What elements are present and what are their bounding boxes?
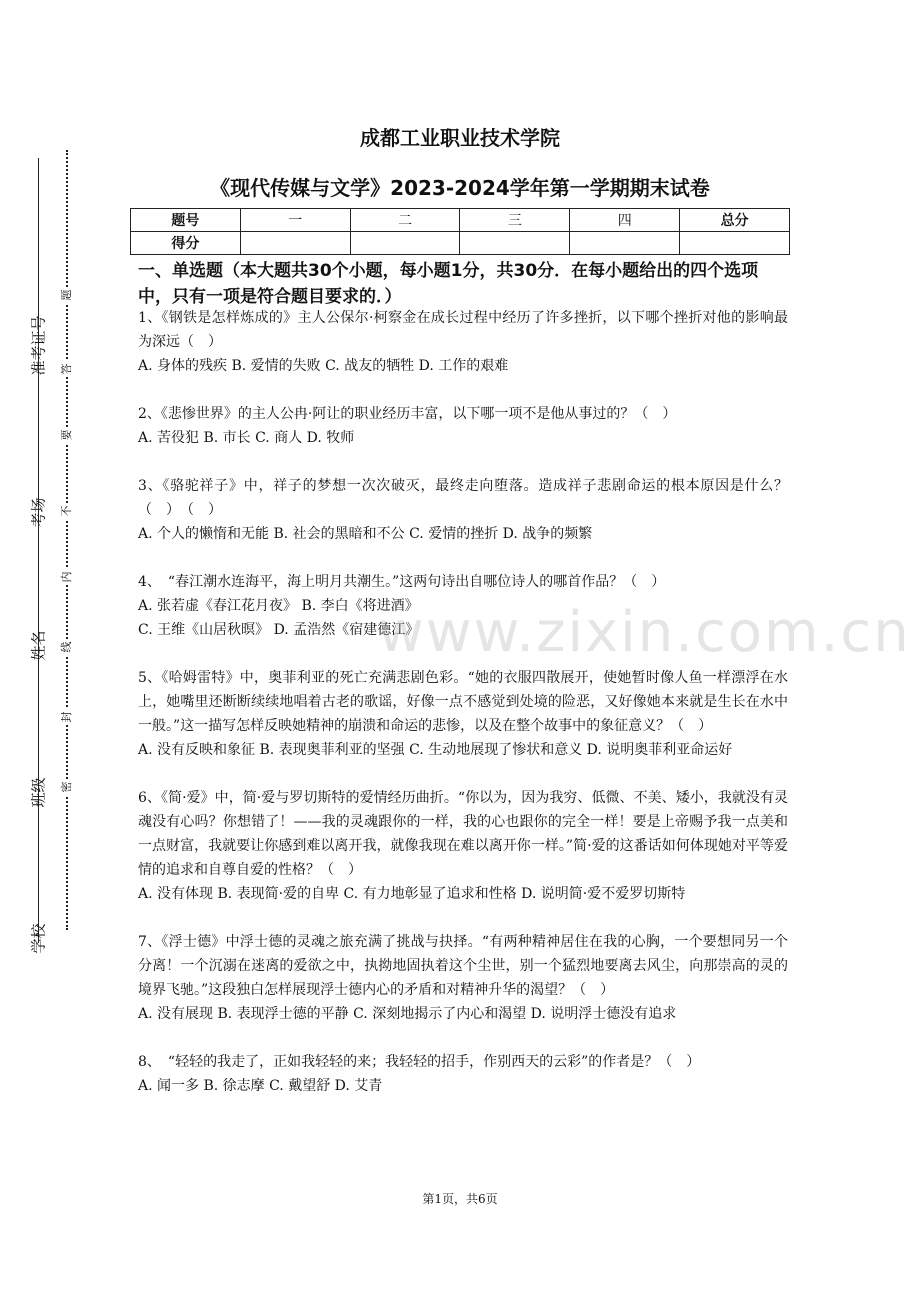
school-name: 成都工业职业技术学院 xyxy=(360,126,560,150)
seal-char: 题 xyxy=(60,287,74,303)
seal-char: 内 xyxy=(60,569,74,585)
question-stem: 7、《浮士德》中浮士德的灵魂之旅充满了挑战与抉择。“有两种精神居住在我的心胸，一个要想同另一个分离！一个沉溺在迷离的爱欲之中，执拗地固执着这个尘世，别一个猛烈地要离去风尘，向那崇高的灵的境界飞驰。”这段独白怎样展现浮士德内心的矛盾和对精神升华的渴望？（ ） xyxy=(138,934,788,998)
seal-dotted-line xyxy=(66,150,68,930)
question-stem: 4、 “春江潮水连海平，海上明月共潮生。”这两句诗出自哪位诗人的哪首作品？（ ） xyxy=(138,574,666,590)
question-stem: 6、《简·爱》中，简·爱与罗切斯特的爱情经历曲折。“你以为，因为我穷、低微、不美、矮小，我就没有灵魂没有心吗？你想错了！——我的灵魂跟你的一样，我的心也跟你的完全一样！要是上帝赐予我一点美和一点财富，我就要让你感到难以离开我，就像我现在难以离开你一样。”简·爱的这番话如何体现她对平等爱情的追求和自尊自爱的性格？（ ） xyxy=(138,790,788,878)
score-table-score-row xyxy=(131,232,790,255)
watermark: www.zixin.com.cn xyxy=(378,600,911,665)
question xyxy=(138,1050,788,1098)
question-stem: 5、《哈姆雷特》中，奥菲利亚的死亡充满悲剧色彩。“她的衣服四散展开，使她暂时像人鱼一样漂浮在水上，她嘴里还断断续续地唱着古老的歌谣，好像一点不感觉到处境的险恶，又好像她本来就是生长在水中一般。”这一描写怎样反映她精神的崩溃和命运的悲惨，以及在整个故事中的象征意义？（ ） xyxy=(138,670,788,734)
score-blank xyxy=(240,232,350,255)
score-cell: 三 xyxy=(460,209,570,232)
score-blank xyxy=(350,232,460,255)
field-exam-room: 考场 xyxy=(29,497,48,528)
score-table xyxy=(130,208,790,255)
binding-margin xyxy=(0,140,110,960)
question-options: A. 没有体现 B. 表现简·爱的自卑 C. 有力地彰显了追求和性格 D. 说明简·爱不爱罗切斯特 xyxy=(138,886,686,902)
score-blank xyxy=(680,232,790,255)
question xyxy=(138,666,788,762)
score-cell: 四 xyxy=(570,209,680,232)
writing-line xyxy=(38,158,39,943)
seal-char: 不 xyxy=(60,503,74,519)
question-options: C. 王维《山居秋暝》 D. 孟浩然《宿建德江》 xyxy=(138,622,420,638)
field-name: 姓名 xyxy=(29,630,48,661)
score-cell: 总分 xyxy=(680,209,790,232)
question-options: A. 闻一多 B. 徐志摩 C. 戴望舒 D. 艾青 xyxy=(138,1078,383,1094)
question xyxy=(138,402,788,450)
score-cell: 得分 xyxy=(131,232,241,255)
field-exam-id: 准考证号 xyxy=(29,315,48,376)
question-stem: 3、《骆驼祥子》中，祥子的梦想一次次破灭，最终走向堕落。造成祥子悲剧命运的根本原因是什么？（ ） （ ） xyxy=(138,478,788,518)
question-options: A. 没有反映和象征 B. 表现奥菲利亚的坚强 C. 生动地展现了惨状和意义 D. 说明奥菲利亚命运好 xyxy=(138,742,733,758)
question xyxy=(138,306,788,378)
question xyxy=(138,474,788,546)
question xyxy=(138,786,788,906)
exam-title: 《现代传媒与文学》2023-2024学年第一学期期末试卷 xyxy=(210,176,710,200)
score-cell: 一 xyxy=(240,209,350,232)
seal-char: 封 xyxy=(60,709,74,725)
question-options: A. 个人的懒惰和无能 B. 社会的黑暗和不公 C. 爱情的挫折 D. 战争的频繁 xyxy=(138,526,593,542)
question-options: A. 没有展现 B. 表现浮士德的平静 C. 深刻地揭示了内心和渴望 D. 说明浮士德没有追求 xyxy=(138,1006,677,1022)
question-options: A. 张若虚《春江花月夜》 B. 李白《将进酒》 xyxy=(138,598,419,614)
seal-char: 要 xyxy=(60,427,74,443)
question-stem: 2、《悲惨世界》的主人公冉·阿让的职业经历丰富，以下哪一项不是他从事过的？（ ） xyxy=(138,406,677,422)
question-stem: 1、《钢铁是怎样炼成的》主人公保尔·柯察金在成长过程中经历了许多挫折，以下哪个挫折对他的影响最为深远（ ） xyxy=(138,310,788,350)
page-footer: 第1页，共6页 xyxy=(422,1192,498,1206)
seal-char: 密 xyxy=(60,779,74,795)
score-cell: 题号 xyxy=(131,209,241,232)
score-blank xyxy=(460,232,570,255)
question xyxy=(138,930,788,1026)
field-class: 班级 xyxy=(29,777,48,808)
question-list xyxy=(138,306,788,1122)
question-options: A. 身体的残疾 B. 爱情的失败 C. 战友的牺牲 D. 工作的艰难 xyxy=(138,358,509,374)
score-table-header-row xyxy=(131,209,790,232)
score-blank xyxy=(570,232,680,255)
question-options: A. 苦役犯 B. 市长 C. 商人 D. 牧师 xyxy=(138,430,355,446)
field-school: 学校 xyxy=(29,923,48,954)
score-cell: 二 xyxy=(350,209,460,232)
question-stem: 8、 “轻轻的我走了，正如我轻轻的来；我轻轻的招手，作别西天的云彩”的作者是？（ ） xyxy=(138,1054,701,1070)
seal-char: 答 xyxy=(60,361,74,377)
section-heading: 一、单选题（本大题共30个小题，每小题1分，共30分．在每小题给出的四个选项中，只有一项是符合题目要求的．） xyxy=(138,261,759,307)
seal-char: 线 xyxy=(60,639,74,655)
